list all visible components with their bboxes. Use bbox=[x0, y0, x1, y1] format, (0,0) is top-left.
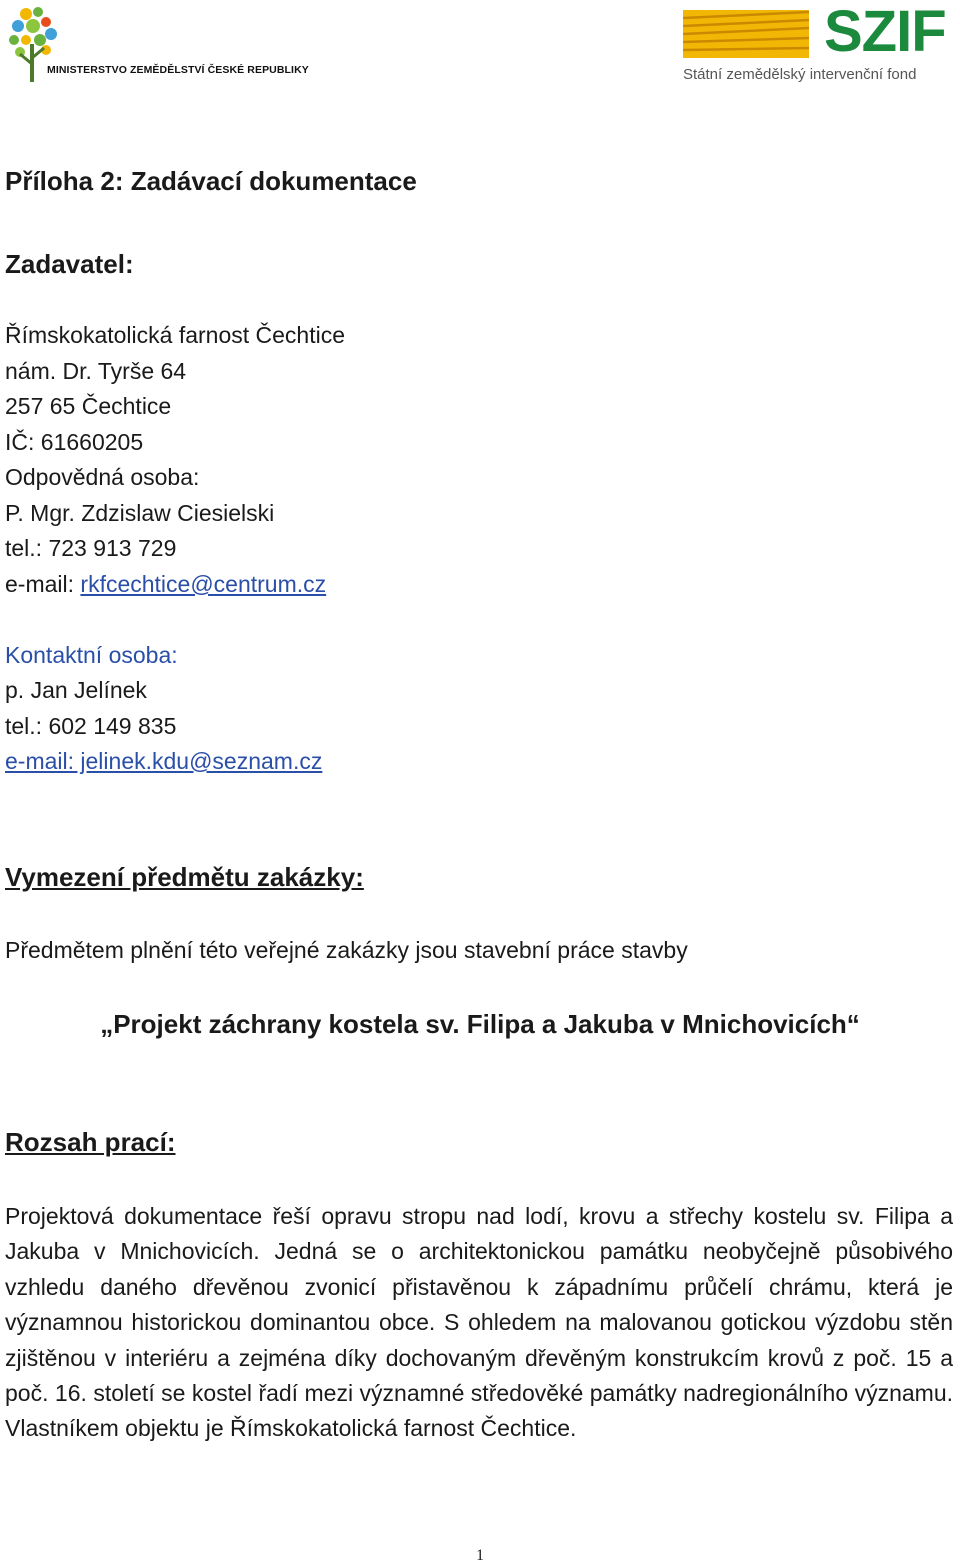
document-title: Příloha 2: Zadávací dokumentace bbox=[5, 166, 417, 196]
authority-email-link[interactable]: rkfcechtice@centrum.cz bbox=[80, 571, 327, 597]
authority-city: 257 65 Čechtice bbox=[5, 393, 172, 419]
authority-ic: IČ: 61660205 bbox=[5, 429, 144, 455]
contact-email-link[interactable]: e-mail: jelinek.kdu@seznam.cz bbox=[5, 748, 323, 774]
authority-phone: tel.: 723 913 729 bbox=[5, 535, 177, 561]
scope-heading: Rozsah prací: bbox=[5, 1127, 176, 1157]
responsible-person-name: P. Mgr. Zdzislaw Ciesielski bbox=[5, 500, 275, 526]
field-stripes-icon bbox=[683, 10, 809, 58]
contact-person-label: Kontaktní osoba: bbox=[5, 642, 178, 668]
mze-logo-text: MINISTERSTVO ZEMĚDĚLSTVÍ ČESKÉ REPUBLIKY bbox=[47, 64, 309, 76]
subject-heading: Vymezení předmětu zakázky: bbox=[5, 862, 364, 892]
authority-email-line bbox=[5, 567, 326, 603]
authority-name: Římskokatolická farnost Čechtice bbox=[5, 322, 346, 348]
contact-phone: tel.: 602 149 835 bbox=[5, 713, 177, 739]
email-label: e-mail: bbox=[5, 571, 81, 597]
subject-text: Předmětem plnění této veřejné zakázky jsou stavební práce stavby bbox=[5, 937, 688, 963]
responsible-person-label: Odpovědná osoba: bbox=[5, 464, 200, 490]
contact-person-name: p. Jan Jelínek bbox=[5, 677, 147, 703]
authority-street: nám. Dr. Tyrše 64 bbox=[5, 358, 187, 384]
szif-full-name: Státní zemědělský intervenční fond bbox=[683, 66, 917, 83]
project-title: „Projekt záchrany kostela sv. Filipa a Jakuba v Mnichovicích“ bbox=[100, 1009, 860, 1039]
contracting-authority-heading: Zadavatel: bbox=[5, 249, 134, 279]
szif-wordmark: SZIF bbox=[824, 0, 946, 64]
page-number: 1 bbox=[476, 1547, 484, 1564]
scope-paragraph: Projektová dokumentace řeší opravu stropu nad lodí, krovu a střechy kostelu sv. Filipa a Jakuba v Mnichovicích. Jedná se o architektonickou památku neobyčejně působivého vzhledu daného dřevěnou zvonicí přistavěnou k západnímu průčelí chrámu, která je významnou historickou dominantou obce. S ohledem na malovanou gotickou výzdobu stěn zjištěnou v interiéru a zejména díky dochovaným dřevěným konstrukcím krovů z poč. 15 a poč. 16. století se kostel řadí mezi významné středověké památky nadregionálního významu. Vlastníkem objektu je Římskokatolická farnost Čechtice. bbox=[5, 1203, 953, 1442]
